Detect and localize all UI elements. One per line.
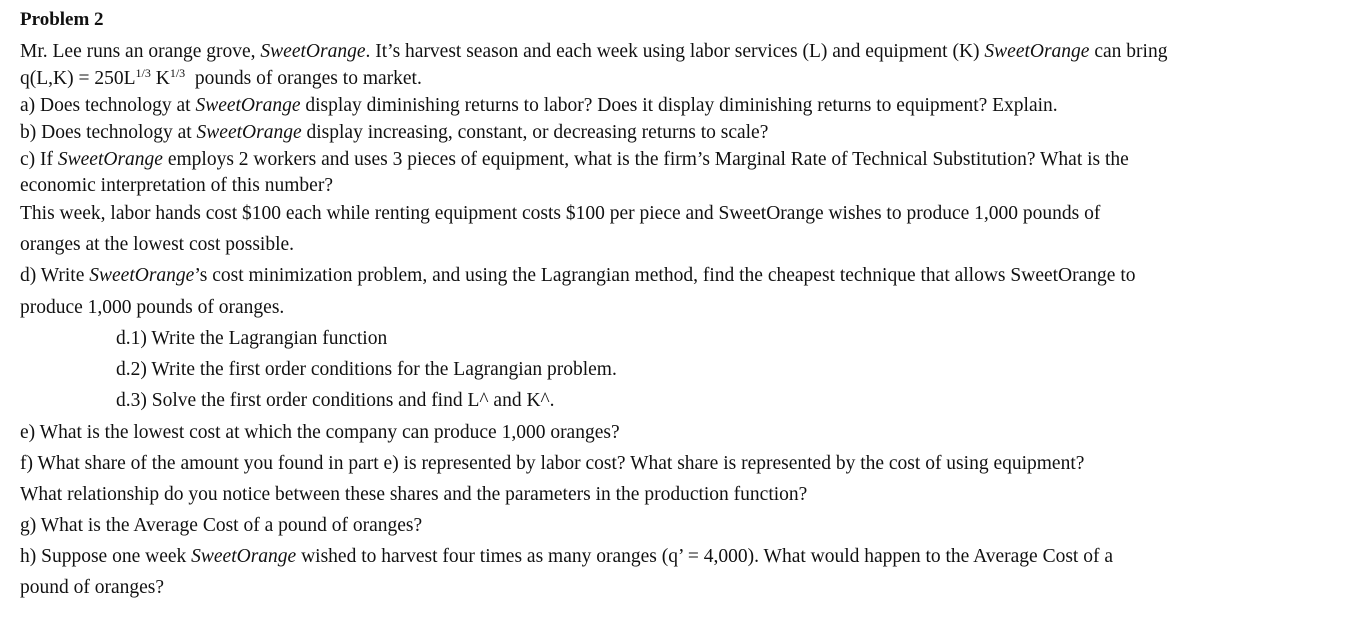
formula-part: pounds of oranges to market. — [185, 68, 422, 89]
question-e: e) What is the lowest cost at which the company can produce 1,000 oranges? — [20, 422, 620, 443]
question-a — [20, 94, 1058, 118]
question-c — [20, 148, 1129, 172]
intro-text: Mr. Lee runs an orange grove, — [20, 41, 261, 62]
question-text: employs 2 workers and uses 3 pieces of equipment, what is the firm’s Marginal Rate of Technical Substitution? What is the — [162, 149, 1129, 170]
question-text: h) Suppose one week — [20, 546, 192, 567]
formula-part: q(L,K) = 250L — [20, 68, 136, 89]
exponent: 1/3 — [135, 66, 151, 80]
formula-part: K — [150, 68, 170, 89]
question-d-continued: produce 1,000 pounds of oranges. — [20, 297, 285, 318]
question-text: c) If — [20, 149, 58, 170]
question-text: d) Write — [20, 265, 90, 286]
firm-name: SweetOrange — [260, 41, 366, 62]
question-text: b) Does technology at — [20, 122, 197, 143]
firm-name: SweetOrange — [89, 265, 195, 286]
question-text: a) Does technology at — [20, 95, 196, 116]
firm-name: SweetOrange — [196, 122, 302, 143]
firm-name: SweetOrange — [191, 546, 297, 567]
question-d — [20, 264, 1135, 288]
question-d3: d.3) Solve the first order conditions and find L^ and K^. — [116, 390, 555, 411]
question-g: g) What is the Average Cost of a pound of oranges? — [20, 515, 423, 536]
firm-name: SweetOrange — [57, 149, 163, 170]
question-text: display increasing, constant, or decreasing returns to scale? — [301, 122, 769, 143]
question-d2: d.2) Write the first order conditions for the Lagrangian problem. — [116, 359, 617, 380]
question-text: ’s cost minimization problem, and using the Lagrangian method, find the cheapest technique that allows SweetOrange to — [194, 265, 1136, 286]
question-d1: d.1) Write the Lagrangian function — [116, 328, 388, 349]
intro-text: can bring — [1089, 41, 1168, 62]
setup-line-1: This week, labor hands cost $100 each while renting equipment costs $100 per piece and SweetOrange wishes to produce 1,000 pounds of — [20, 203, 1101, 224]
question-c-continued: economic interpretation of this number? — [20, 175, 333, 196]
question-f-line-1: f) What share of the amount you found in part e) is represented by labor cost? What share is represented by the cost of using equipment? — [20, 453, 1085, 474]
question-text: wished to harvest four times as many oranges (q’ = 4,000). What would happen to the Average Cost of a — [296, 546, 1114, 567]
problem-title: Problem 2 — [20, 9, 104, 30]
question-b — [20, 121, 768, 145]
question-text: display diminishing returns to labor? Does it display diminishing returns to equipment? Explain. — [300, 95, 1058, 116]
firm-name: SweetOrange — [195, 95, 301, 116]
intro-line-1 — [20, 40, 1167, 64]
question-h-continued: pound of oranges? — [20, 577, 165, 598]
intro-text: . It’s harvest season and each week using labor services (L) and equipment (K) — [365, 41, 985, 62]
setup-line-2: oranges at the lowest cost possible. — [20, 234, 295, 255]
production-function — [20, 67, 422, 91]
question-h — [20, 545, 1113, 569]
firm-name: SweetOrange — [984, 41, 1090, 62]
exponent: 1/3 — [169, 66, 186, 80]
question-f-line-2: What relationship do you notice between these shares and the parameters in the production function? — [20, 484, 808, 505]
